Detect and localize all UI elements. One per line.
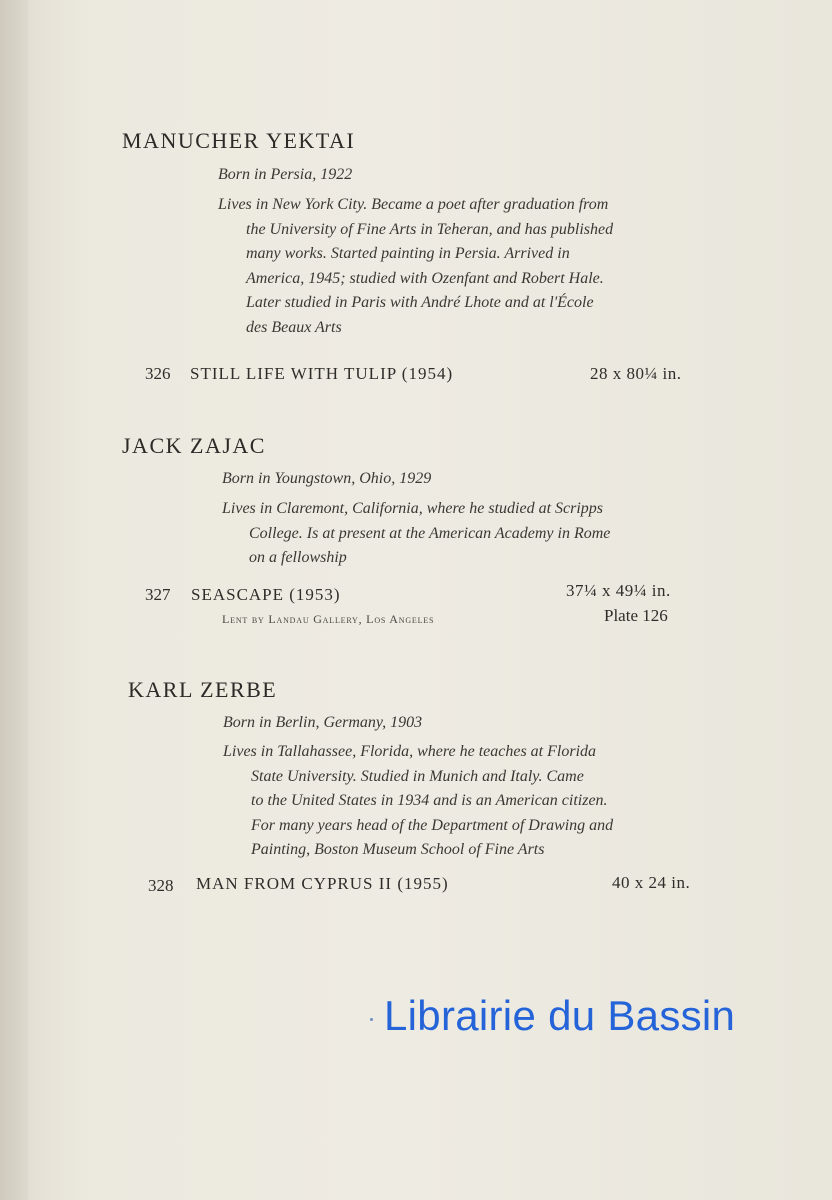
facing-page-edge <box>0 0 28 1200</box>
bio-line: America, 1945; studied with Ozenfant and Robert Hale. <box>246 269 604 287</box>
artist-bio <box>223 740 703 863</box>
watermark-dot <box>370 1018 373 1021</box>
catalog-number: 326 <box>145 364 171 383</box>
bio-line: State University. Studied in Munich and Italy. Came <box>251 767 584 785</box>
bio-line: Lives in Tallahassee, Florida, where he teaches at Florida <box>223 743 597 760</box>
work-dimensions: 28 x 80¼ in. <box>590 364 682 383</box>
artist-name: MANUCHER YEKTAI <box>122 128 356 153</box>
artist-name: JACK ZAJAC <box>122 433 266 458</box>
work-dimensions: 40 x 24 in. <box>612 873 691 892</box>
artist-bio <box>222 497 700 571</box>
bio-line: College. Is at present at the American Academy in Rome <box>249 524 611 542</box>
bio-line: des Beaux Arts <box>246 318 342 336</box>
birth-info: Born in Youngstown, Ohio, 1929 <box>222 470 432 487</box>
work-title: SEASCAPE (1953) <box>191 585 341 604</box>
bio-line: to the United States in 1934 and is an American citizen. <box>251 792 608 809</box>
bio-line: on a fellowship <box>249 549 347 566</box>
artist-bio <box>218 193 700 340</box>
work-title: MAN FROM CYPRUS II (1955) <box>196 874 449 893</box>
birth-info: Born in Berlin, Germany, 1903 <box>223 714 423 731</box>
work-title: STILL LIFE WITH TULIP (1954) <box>190 364 454 383</box>
bio-line: many works. Started painting in Persia. Arrived in <box>246 245 570 262</box>
bio-line: Later studied in Paris with André Lhote and at l'École <box>246 294 594 311</box>
bio-line: the University of Fine Arts in Teheran, and has published <box>246 220 614 238</box>
bio-line: For many years head of the Department of Drawing and <box>251 816 614 834</box>
bio-line: Painting, Boston Museum School of Fine Arts <box>251 841 545 858</box>
birth-info: Born in Persia, 1922 <box>218 166 353 183</box>
work-dimensions: 37¼ x 49¼ in. <box>566 581 671 600</box>
catalog-number: 327 <box>145 585 171 604</box>
bio-line: Lives in Claremont, California, where he studied at Scripps <box>222 500 604 517</box>
bio-line: Lives in New York City. Became a poet after graduation from <box>218 196 609 213</box>
catalog-number: 328 <box>148 876 174 895</box>
artist-name: KARL ZERBE <box>128 677 278 702</box>
lender-credit: Lent by Landau Gallery, Los Angeles <box>222 612 435 626</box>
plate-reference: Plate 126 <box>604 606 668 625</box>
bookseller-watermark: Librairie du Bassin <box>384 992 736 1039</box>
